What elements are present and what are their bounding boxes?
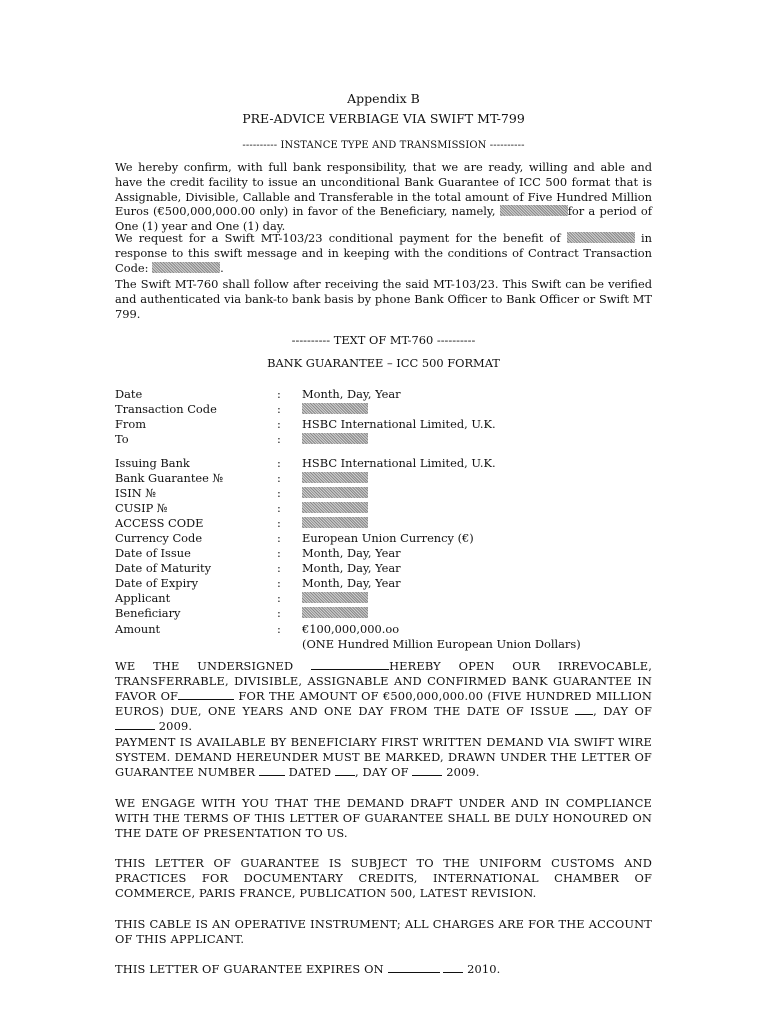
field-row-transaction-code: Transaction Code :: [115, 402, 652, 417]
field-row-issuing-bank: Issuing Bank : HSBC International Limited, U.K.: [115, 456, 496, 470]
intro-paragraph-3: The Swift MT-760 shall follow after receiving the said MT-103/23. This Swift can be verified and authenticated via bank-to bank basis by phone Bank Officer to Bank Officer or Swift MT 799.: [115, 277, 652, 321]
field-row-access-code: ACCESS CODE :: [115, 516, 652, 531]
field-row-date-of-expiry: Date of Expiry : Month, Day, Year: [115, 576, 401, 590]
redacted-value: [302, 403, 368, 414]
field-row-date-of-issue: Date of Issue : Month, Day, Year: [115, 546, 401, 560]
field-row-to: To :: [115, 432, 652, 447]
field-row-from: From : HSBC International Limited, U.K.: [115, 417, 496, 431]
intro-paragraph-1: We hereby confirm, with full bank responsibility, that we are ready, willing and able and have the credit facility to issue an unconditional Bank Guarantee of ICC 500 format that is Assignable, Divisible, Callable and Transferable in the total amount of Five Hundred Million Euros (€500,000,000.00 only) in favor of the Beneficiary, namely, for a period of One (1) year and One (1) day.: [115, 160, 653, 234]
clause-engagement: WE ENGAGE WITH YOU THAT THE DEMAND DRAFT UNDER AND IN COMPLIANCE WITH THE TERMS OF THIS LETTER OF GUARANTEE SHALL BE DULY HONOURED ON THE DATE OF PRESENTATION TO US.: [115, 796, 652, 840]
redacted-value: [302, 607, 368, 618]
redacted-payee: [567, 232, 635, 243]
blank-line: [412, 765, 442, 776]
clause-undersigned: WE THE UNDERSIGNED HEREBY OPEN OUR IRREVOCABLE, TRANSFERRABLE, DIVISIBLE, ASSIGNABLE AND CONFIRMED BANK GUARANTEE IN FAVOR OF FOR THE AMOUNT OF €500,000,000.00 (FIVE HUNDRED MILLION EUROS) DUE, ONE YEARS AND ONE DAY FROM THE DATE OF ISSUE , DAY OF 2009.: [115, 659, 652, 733]
redacted-beneficiary: [500, 205, 568, 216]
blank-line: [178, 689, 234, 700]
redacted-value: [302, 472, 368, 483]
clause-expiry: THIS LETTER OF GUARANTEE EXPIRES ON 2010.: [115, 962, 501, 976]
field-row-amount-words: (ONE Hundred Million European Union Dollars): [302, 637, 581, 651]
section-heading-instance: ---------- INSTANCE TYPE AND TRANSMISSION ----------: [242, 140, 525, 151]
redacted-value: [302, 502, 368, 513]
blank-line: [443, 962, 463, 973]
clause-operative-instrument: THIS CABLE IS AN OPERATIVE INSTRUMENT; ALL CHARGES ARE FOR THE ACCOUNT OF THIS APPLICANT.: [115, 917, 652, 946]
appendix-heading: Appendix B: [347, 91, 420, 106]
field-row-beneficiary: Beneficiary :: [115, 606, 652, 621]
redacted-value: [302, 592, 368, 603]
field-row-guarantee-number: Bank Guarantee № :: [115, 471, 652, 486]
field-row-cusip: CUSIP № :: [115, 501, 652, 516]
redacted-transaction-code: [152, 262, 220, 273]
field-row-amount: Amount : €100,000,000.oo: [115, 622, 400, 636]
document-title: PRE-ADVICE VERBIAGE VIA SWIFT MT-799: [242, 111, 525, 126]
redacted-value: [302, 487, 368, 498]
field-row-date-of-maturity: Date of Maturity : Month, Day, Year: [115, 561, 401, 575]
field-row-currency-code: Currency Code : European Union Currency (€): [115, 531, 474, 545]
intro-paragraph-2: We request for a Swift MT-103/23 conditional payment for the benefit of in response to this swift message and in keeping with the conditions of Contract Transaction Code: .: [115, 231, 652, 275]
blank-line: [388, 962, 440, 973]
clause-payment: PAYMENT IS AVAILABLE BY BENEFICIARY FIRST WRITTEN DEMAND VIA SWIFT WIRE SYSTEM. DEMAND HEREUNDER MUST BE MARKED, DRAWN UNDER THE LETTER OF GUARANTEE NUMBER DATED , DAY OF 2009.: [115, 735, 652, 779]
field-row-date: Date : Month, Day, Year: [115, 387, 401, 401]
field-row-applicant: Applicant :: [115, 591, 652, 606]
section-heading-format: BANK GUARANTEE – ICC 500 FORMAT: [267, 356, 500, 370]
blank-line: [115, 719, 155, 730]
blank-line: [335, 765, 355, 776]
section-heading-mt760: ---------- TEXT OF MT-760 ----------: [291, 333, 476, 347]
field-row-isin: ISIN № :: [115, 486, 652, 501]
blank-line: [575, 704, 593, 715]
blank-line: [259, 765, 285, 776]
clause-uniform-customs: THIS LETTER OF GUARANTEE IS SUBJECT TO THE UNIFORM CUSTOMS AND PRACTICES FOR DOCUMENTARY CREDITS, INTERNATIONAL CHAMBER OF COMMERCE, PARIS FRANCE, PUBLICATION 500, LATEST REVISION.: [115, 856, 652, 900]
blank-line: [311, 659, 389, 670]
redacted-value: [302, 517, 368, 528]
redacted-value: [302, 433, 368, 444]
